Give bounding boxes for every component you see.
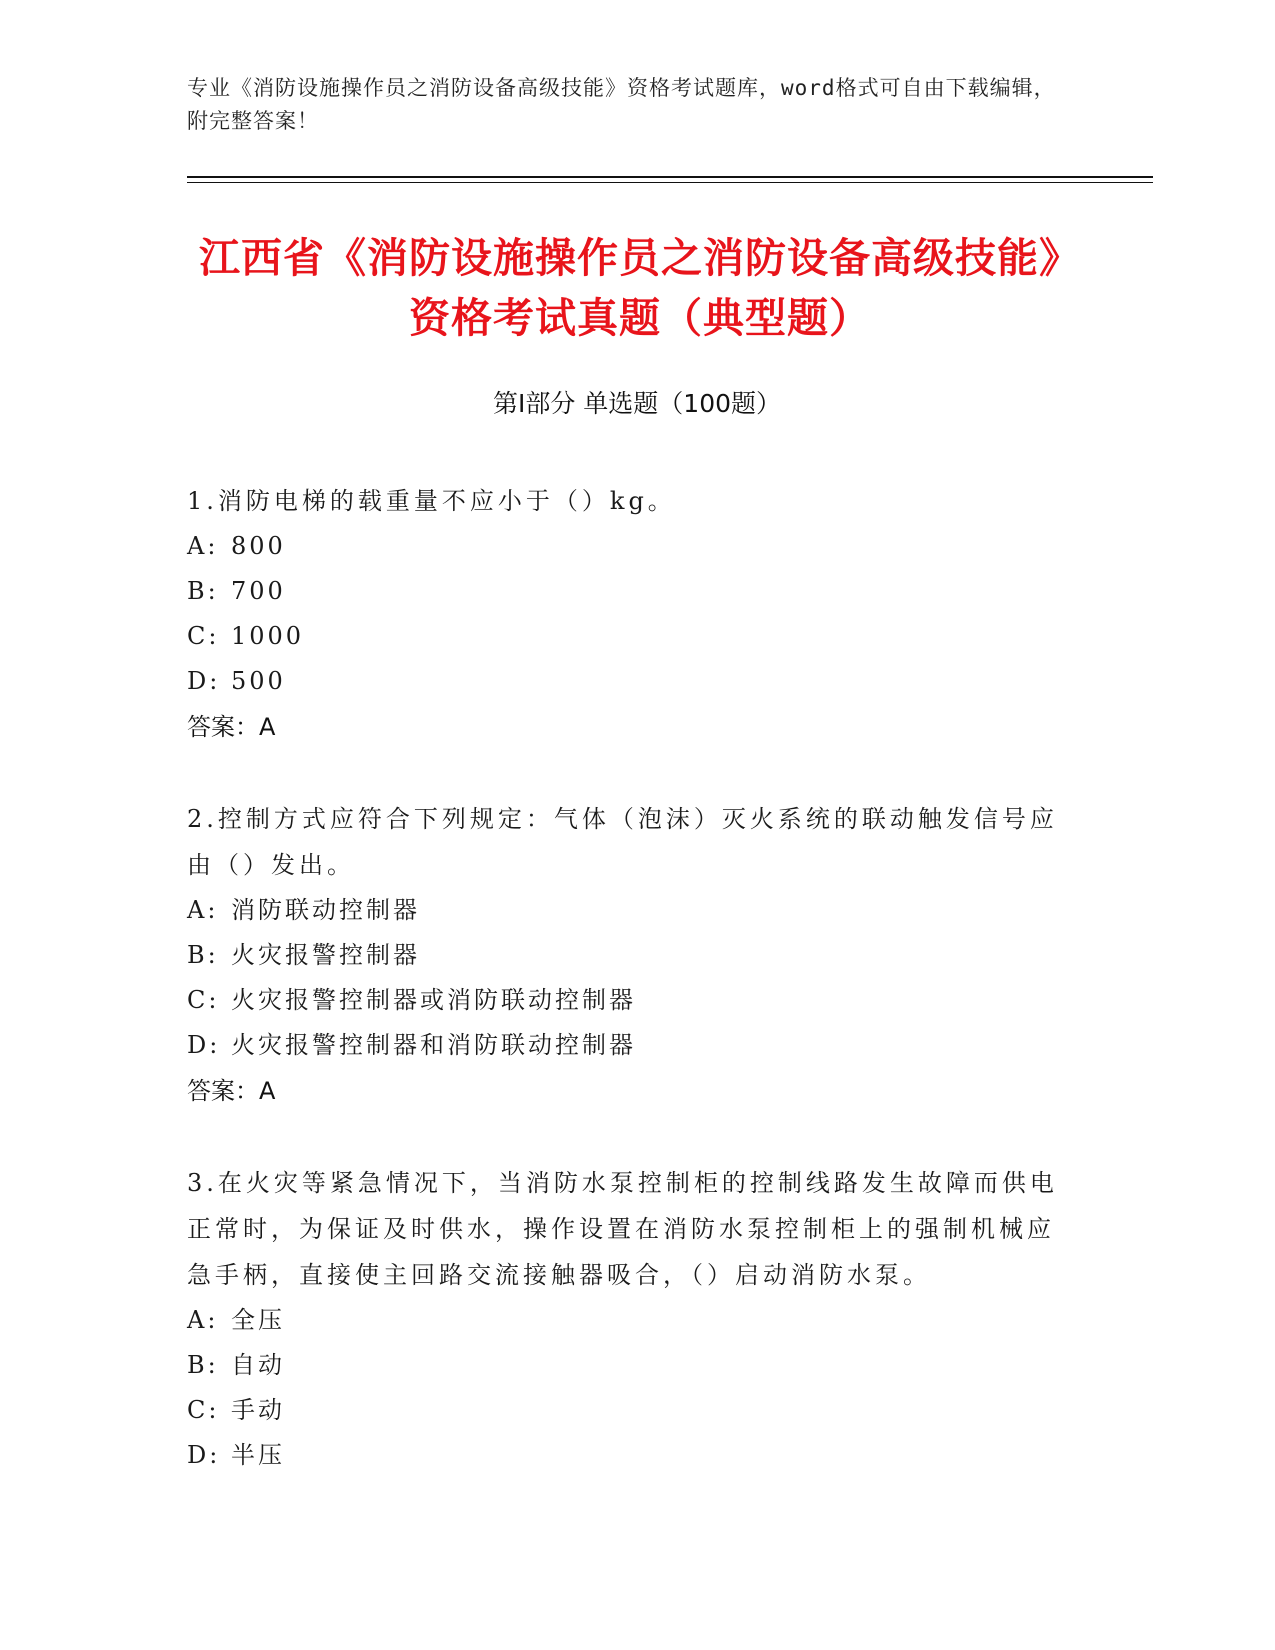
question-list xyxy=(187,478,1067,1524)
option-c xyxy=(187,614,1067,659)
option-a xyxy=(187,888,1067,933)
option-a xyxy=(187,1298,1067,1343)
option-text: 自动 xyxy=(231,1351,285,1379)
option-label: C: xyxy=(187,986,220,1014)
option-label: B: xyxy=(187,1351,219,1379)
option-c xyxy=(187,978,1067,1023)
option-text: 半压 xyxy=(231,1441,285,1469)
option-text: 火灾报警控制器 xyxy=(231,941,420,969)
question-item xyxy=(187,796,1067,1114)
question-item xyxy=(187,1160,1067,1478)
option-label: A: xyxy=(187,532,219,560)
option-text: 1000 xyxy=(231,622,305,650)
answer-line: 答案：A xyxy=(187,1077,276,1105)
header-note: 专业《消防设施操作员之消防设备高级技能》资格考试题库，word格式可自由下载编辑，附完整答案！ xyxy=(187,76,1056,133)
header-divider-thin xyxy=(187,182,1153,183)
option-label: B: xyxy=(187,941,219,969)
option-b xyxy=(187,1343,1067,1388)
option-text: 500 xyxy=(231,667,286,695)
option-label: C: xyxy=(187,622,220,650)
option-label: A: xyxy=(187,1306,219,1334)
option-text: 800 xyxy=(231,532,286,560)
option-text: 消防联动控制器 xyxy=(231,896,420,924)
answer-line: 答案：A xyxy=(187,713,276,741)
option-label: C: xyxy=(187,1396,220,1424)
option-b xyxy=(187,933,1067,978)
option-text: 全压 xyxy=(231,1306,285,1334)
question-stem: 2.控制方式应符合下列规定：气体（泡沫）灭火系统的联动触发信号应由（）发出。 xyxy=(187,805,1058,879)
option-label: D: xyxy=(187,1031,221,1059)
option-label: B: xyxy=(187,577,219,605)
option-label: D: xyxy=(187,667,221,695)
question-item xyxy=(187,478,1067,750)
document-title: 江西省《消防设施操作员之消防设备高级技能》资格考试真题（典型题） xyxy=(199,234,1081,342)
option-c xyxy=(187,1388,1067,1433)
option-d xyxy=(187,1023,1067,1068)
option-a xyxy=(187,524,1067,569)
section-heading: 第Ⅰ部分 单选题（100题） xyxy=(492,389,782,418)
option-text: 火灾报警控制器和消防联动控制器 xyxy=(231,1031,636,1059)
option-d xyxy=(187,1433,1067,1478)
question-stem: 3.在火灾等紧急情况下，当消防水泵控制柜的控制线路发生故障而供电正常时，为保证及时供水，操作设置在消防水泵控制柜上的强制机械应急手柄，直接使主回路交流接触器吸合，（）启动消防水泵。 xyxy=(187,1169,1058,1289)
header-divider-thick xyxy=(187,176,1153,178)
option-text: 手动 xyxy=(231,1396,285,1424)
option-b xyxy=(187,569,1067,614)
option-text: 火灾报警控制器或消防联动控制器 xyxy=(231,986,636,1014)
option-label: D: xyxy=(187,1441,221,1469)
option-text: 700 xyxy=(231,577,286,605)
option-label: A: xyxy=(187,896,219,924)
question-stem: 1.消防电梯的载重量不应小于（）kg。 xyxy=(187,487,676,515)
option-d xyxy=(187,659,1067,704)
